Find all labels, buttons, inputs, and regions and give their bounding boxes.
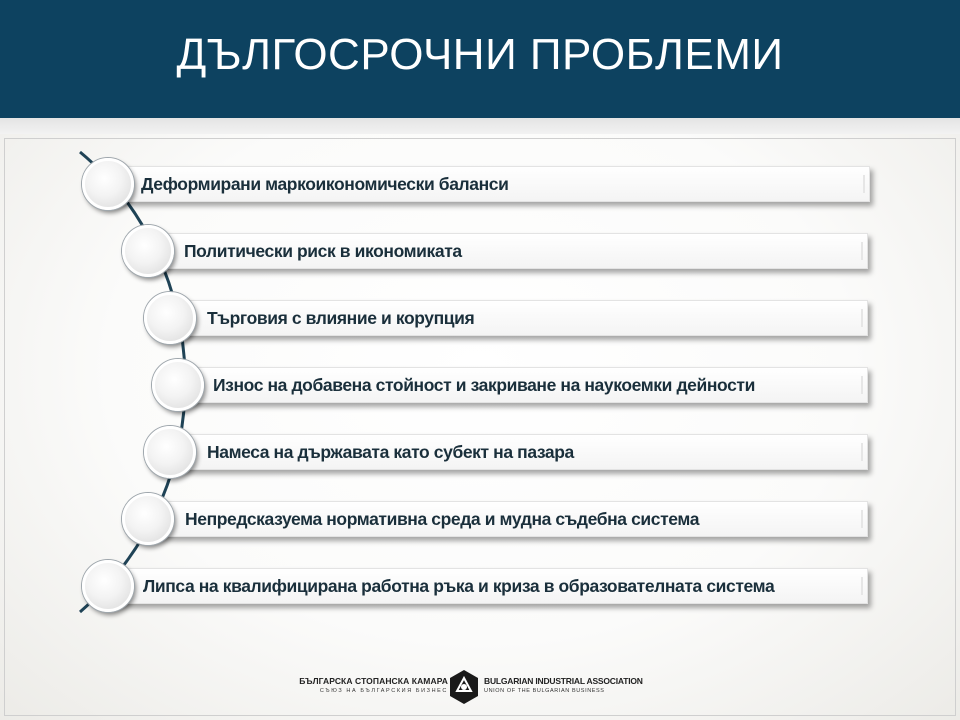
item-tick <box>863 175 865 193</box>
list-item <box>150 233 868 269</box>
en-org-subtitle: UNION OF THE BULGARIAN BUSINESS <box>484 688 605 694</box>
item-tick <box>861 577 863 595</box>
item-tick <box>861 309 863 327</box>
list-item <box>110 166 870 202</box>
item-tick <box>861 376 863 394</box>
item-label: Износ на добавена стойност и закриване на наукоемки дейности <box>213 375 755 395</box>
association-emblem-icon <box>449 669 479 705</box>
bullet-circle <box>82 560 134 612</box>
list-item <box>110 568 868 604</box>
item-tick <box>861 242 863 260</box>
item-tick <box>861 510 863 528</box>
footer-logo <box>284 666 644 710</box>
item-label: Политически риск в икономиката <box>184 241 462 261</box>
list-item <box>150 501 868 537</box>
item-label: Липса на квалифицирана работна ръка и криза в образователната система <box>143 576 775 596</box>
bullet-circle <box>82 158 134 210</box>
item-label: Деформирани маркоикономически баланси <box>141 174 509 194</box>
bullet-circle <box>122 493 174 545</box>
bullet-circle <box>122 225 174 277</box>
en-org-name: BULGARIAN INDUSTRIAL ASSOCIATION <box>484 676 643 686</box>
slide-title: ДЪЛГОСРОЧНИ ПРОБЛЕМИ <box>176 30 784 79</box>
bullet-circle <box>144 426 196 478</box>
bullet-circle <box>144 292 196 344</box>
list-item <box>172 434 868 470</box>
item-label: Търговия с влияние и корупция <box>207 308 475 328</box>
item-tick <box>861 443 863 461</box>
item-label: Непредсказуема нормативна среда и мудна съдебна система <box>185 509 700 529</box>
list-item <box>180 367 868 403</box>
bg-org-name: БЪЛГАРСКА СТОПАНСКА КАМАРА <box>299 676 448 686</box>
list-item <box>172 300 868 336</box>
bg-org-subtitle: СЪЮЗ НА БЪЛГАРСКИЯ БИЗНЕС <box>319 688 448 694</box>
item-label: Намеса на държавата като субект на пазара <box>207 442 574 462</box>
bullet-circle <box>152 359 204 411</box>
